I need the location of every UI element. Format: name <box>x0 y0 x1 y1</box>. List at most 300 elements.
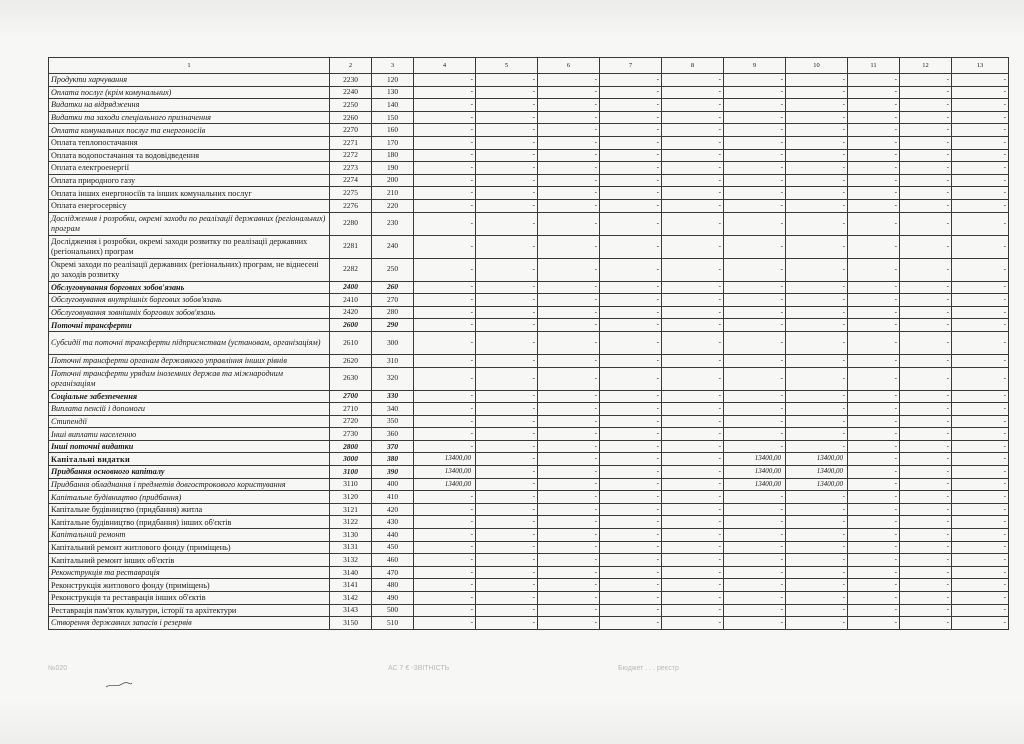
kekv-code: 2272 <box>330 149 372 162</box>
value-cell-col13: - <box>952 99 1009 112</box>
value-cell-col11: - <box>848 306 900 319</box>
kekv-code: 3140 <box>330 566 372 579</box>
footer-software-mark: АС 7 € -ЗВІТНІСТЬ <box>388 665 450 672</box>
line-code: 150 <box>372 111 414 124</box>
value-cell-col13: - <box>952 162 1009 175</box>
value-cell-col5: - <box>476 199 538 212</box>
value-cell-col13: - <box>952 579 1009 592</box>
line-code: 160 <box>372 124 414 137</box>
value-cell-col13: - <box>952 74 1009 87</box>
value-cell-col4: - <box>414 354 476 367</box>
kekv-code: 2273 <box>330 162 372 175</box>
table-row <box>49 235 1009 258</box>
column-header-2: 2 <box>330 58 372 74</box>
line-code: 120 <box>372 74 414 87</box>
value-cell-col12: - <box>900 74 952 87</box>
value-cell-col8: - <box>662 440 724 453</box>
value-cell-col5: - <box>476 354 538 367</box>
row-label: Реконструкція та реставрація інших об'єктів <box>49 592 330 605</box>
value-cell-col8: - <box>662 99 724 112</box>
value-cell-col10: - <box>786 541 848 554</box>
value-cell-col10: - <box>786 162 848 175</box>
value-cell-col6: - <box>538 319 600 332</box>
line-code: 300 <box>372 331 414 354</box>
value-cell-col9: - <box>724 529 786 542</box>
value-cell-col4: - <box>414 86 476 99</box>
value-cell-col8: - <box>662 529 724 542</box>
table-row <box>49 111 1009 124</box>
value-cell-col6: - <box>538 566 600 579</box>
value-cell-col7: - <box>600 453 662 466</box>
value-cell-col5: - <box>476 503 538 516</box>
budget-sheet <box>48 57 1008 630</box>
value-cell-col5: - <box>476 86 538 99</box>
line-code: 130 <box>372 86 414 99</box>
value-cell-col5: - <box>476 187 538 200</box>
value-cell-col6: - <box>538 124 600 137</box>
value-cell-col4: - <box>414 136 476 149</box>
value-cell-col5: - <box>476 440 538 453</box>
value-cell-col7: - <box>600 541 662 554</box>
table-row <box>49 258 1009 281</box>
value-cell-col9: - <box>724 319 786 332</box>
value-cell-col5: - <box>476 136 538 149</box>
value-cell-col9: - <box>724 491 786 504</box>
value-cell-col13: - <box>952 124 1009 137</box>
row-label: Стипендії <box>49 415 330 428</box>
value-cell-col5: - <box>476 149 538 162</box>
value-cell-col7: - <box>600 331 662 354</box>
line-code: 470 <box>372 566 414 579</box>
value-cell-col7: - <box>600 319 662 332</box>
value-cell-col8: - <box>662 235 724 258</box>
value-cell-col12: - <box>900 415 952 428</box>
row-label: Дослідження і розробки, окремі заходи розвитку по реалізації державних (регіональних) програм <box>49 235 330 258</box>
value-cell-col7: - <box>600 554 662 567</box>
value-cell-col7: - <box>600 491 662 504</box>
value-cell-col4: - <box>414 491 476 504</box>
value-cell-col11: - <box>848 162 900 175</box>
value-cell-col7: - <box>600 440 662 453</box>
value-cell-col10: - <box>786 604 848 617</box>
value-cell-col10: - <box>786 99 848 112</box>
value-cell-col12: - <box>900 258 952 281</box>
value-cell-col11: - <box>848 516 900 529</box>
value-cell-col7: - <box>600 516 662 529</box>
table-row <box>49 74 1009 87</box>
value-cell-col8: - <box>662 136 724 149</box>
value-cell-col10: - <box>786 390 848 403</box>
value-cell-col13: - <box>952 258 1009 281</box>
row-label: Оплата водопостачання та водовідведення <box>49 149 330 162</box>
value-cell-col8: - <box>662 453 724 466</box>
value-cell-col6: - <box>538 111 600 124</box>
kekv-code: 2800 <box>330 440 372 453</box>
kekv-code: 2282 <box>330 258 372 281</box>
value-cell-col8: - <box>662 491 724 504</box>
value-cell-col10: - <box>786 294 848 307</box>
value-cell-col11: - <box>848 554 900 567</box>
value-cell-col7: - <box>600 390 662 403</box>
line-code: 220 <box>372 199 414 212</box>
value-cell-col13: - <box>952 86 1009 99</box>
line-code: 140 <box>372 99 414 112</box>
value-cell-col4: - <box>414 503 476 516</box>
value-cell-col13: - <box>952 331 1009 354</box>
value-cell-col9: - <box>724 136 786 149</box>
value-cell-col4: - <box>414 403 476 416</box>
value-cell-col10: - <box>786 440 848 453</box>
value-cell-col10: - <box>786 86 848 99</box>
value-cell-col11: - <box>848 281 900 294</box>
value-cell-col4: - <box>414 390 476 403</box>
value-cell-col10: - <box>786 566 848 579</box>
value-cell-col4: - <box>414 199 476 212</box>
value-cell-col6: - <box>538 306 600 319</box>
value-cell-col5: - <box>476 478 538 491</box>
table-row <box>49 319 1009 332</box>
value-cell-col5: - <box>476 541 538 554</box>
kekv-code: 2710 <box>330 403 372 416</box>
value-cell-col12: - <box>900 149 952 162</box>
line-code: 210 <box>372 187 414 200</box>
value-cell-col9: - <box>724 306 786 319</box>
value-cell-col5: - <box>476 466 538 479</box>
table-row <box>49 592 1009 605</box>
value-cell-col7: - <box>600 187 662 200</box>
value-cell-col4: - <box>414 111 476 124</box>
line-code: 260 <box>372 281 414 294</box>
value-cell-col8: - <box>662 592 724 605</box>
table-row <box>49 491 1009 504</box>
value-cell-col6: - <box>538 354 600 367</box>
kekv-code: 3141 <box>330 579 372 592</box>
column-number-row <box>49 58 1009 74</box>
value-cell-col13: - <box>952 294 1009 307</box>
value-cell-col13: - <box>952 111 1009 124</box>
value-cell-col7: - <box>600 212 662 235</box>
line-code: 170 <box>372 136 414 149</box>
line-code: 310 <box>372 354 414 367</box>
value-cell-col8: - <box>662 306 724 319</box>
value-cell-col10: - <box>786 187 848 200</box>
kekv-code: 2280 <box>330 212 372 235</box>
value-cell-col5: - <box>476 99 538 112</box>
table-row <box>49 212 1009 235</box>
table-row <box>49 529 1009 542</box>
row-label: Соціальне забезпечення <box>49 390 330 403</box>
value-cell-col13: - <box>952 199 1009 212</box>
value-cell-col8: - <box>662 503 724 516</box>
value-cell-col6: - <box>538 149 600 162</box>
value-cell-col8: - <box>662 174 724 187</box>
column-header-9: 9 <box>724 58 786 74</box>
value-cell-col12: - <box>900 162 952 175</box>
column-header-12: 12 <box>900 58 952 74</box>
value-cell-col4: - <box>414 124 476 137</box>
table-body <box>49 74 1009 630</box>
line-code: 450 <box>372 541 414 554</box>
line-code: 320 <box>372 367 414 390</box>
value-cell-col8: - <box>662 149 724 162</box>
row-label: Оплата енергосервісу <box>49 199 330 212</box>
line-code: 360 <box>372 428 414 441</box>
value-cell-col13: - <box>952 306 1009 319</box>
value-cell-col9: - <box>724 99 786 112</box>
line-code: 430 <box>372 516 414 529</box>
table-row <box>49 187 1009 200</box>
value-cell-col9: - <box>724 212 786 235</box>
value-cell-col5: - <box>476 306 538 319</box>
value-cell-col4: - <box>414 554 476 567</box>
table-row <box>49 466 1009 479</box>
value-cell-col6: - <box>538 453 600 466</box>
kekv-code: 3150 <box>330 617 372 630</box>
value-cell-col13: - <box>952 428 1009 441</box>
value-cell-col5: - <box>476 331 538 354</box>
value-cell-col4: - <box>414 541 476 554</box>
value-cell-col11: - <box>848 235 900 258</box>
row-label: Інші поточні видатки <box>49 440 330 453</box>
line-code: 330 <box>372 390 414 403</box>
value-cell-col9: - <box>724 579 786 592</box>
value-cell-col4: - <box>414 294 476 307</box>
value-cell-col10: - <box>786 529 848 542</box>
value-cell-col11: - <box>848 99 900 112</box>
table-row <box>49 579 1009 592</box>
value-cell-col10: 13400,00 <box>786 466 848 479</box>
line-code: 420 <box>372 503 414 516</box>
value-cell-col13: - <box>952 354 1009 367</box>
value-cell-col13: - <box>952 466 1009 479</box>
value-cell-col13: - <box>952 604 1009 617</box>
kekv-code: 2700 <box>330 390 372 403</box>
value-cell-col7: - <box>600 124 662 137</box>
value-cell-col10: - <box>786 367 848 390</box>
value-cell-col9: - <box>724 187 786 200</box>
kekv-code: 2240 <box>330 86 372 99</box>
value-cell-col9: - <box>724 390 786 403</box>
value-cell-col10: - <box>786 136 848 149</box>
row-label: Створення державних запасів і резервів <box>49 617 330 630</box>
value-cell-col9: 13400,00 <box>724 478 786 491</box>
value-cell-col11: - <box>848 541 900 554</box>
value-cell-col13: - <box>952 617 1009 630</box>
value-cell-col12: - <box>900 199 952 212</box>
row-label: Продукти харчування <box>49 74 330 87</box>
value-cell-col5: - <box>476 235 538 258</box>
value-cell-col12: - <box>900 554 952 567</box>
value-cell-col6: - <box>538 503 600 516</box>
value-cell-col13: - <box>952 592 1009 605</box>
value-cell-col4: - <box>414 440 476 453</box>
value-cell-col4: - <box>414 529 476 542</box>
table-row <box>49 604 1009 617</box>
kekv-code: 3120 <box>330 491 372 504</box>
value-cell-col6: - <box>538 491 600 504</box>
value-cell-col9: 13400,00 <box>724 466 786 479</box>
value-cell-col5: - <box>476 74 538 87</box>
value-cell-col11: - <box>848 199 900 212</box>
value-cell-col6: - <box>538 99 600 112</box>
line-code: 370 <box>372 440 414 453</box>
kekv-code: 2730 <box>330 428 372 441</box>
value-cell-col8: - <box>662 554 724 567</box>
value-cell-col9: - <box>724 74 786 87</box>
line-code: 200 <box>372 174 414 187</box>
value-cell-col5: - <box>476 617 538 630</box>
value-cell-col11: - <box>848 174 900 187</box>
value-cell-col11: - <box>848 453 900 466</box>
value-cell-col12: - <box>900 124 952 137</box>
value-cell-col11: - <box>848 367 900 390</box>
value-cell-col12: - <box>900 478 952 491</box>
value-cell-col4: - <box>414 258 476 281</box>
value-cell-col6: - <box>538 604 600 617</box>
column-header-4: 4 <box>414 58 476 74</box>
line-code: 460 <box>372 554 414 567</box>
value-cell-col11: - <box>848 466 900 479</box>
table-row <box>49 440 1009 453</box>
row-label: Капітальний ремонт інших об'єктів <box>49 554 330 567</box>
value-cell-col4: - <box>414 149 476 162</box>
table-row <box>49 403 1009 416</box>
column-header-8: 8 <box>662 58 724 74</box>
value-cell-col12: - <box>900 440 952 453</box>
value-cell-col12: - <box>900 592 952 605</box>
value-cell-col6: - <box>538 478 600 491</box>
value-cell-col7: - <box>600 74 662 87</box>
value-cell-col11: - <box>848 111 900 124</box>
footer-register-mark: Бюджет . . . реєстр <box>618 665 679 672</box>
line-code: 280 <box>372 306 414 319</box>
kekv-code: 3132 <box>330 554 372 567</box>
value-cell-col7: - <box>600 617 662 630</box>
value-cell-col5: - <box>476 212 538 235</box>
line-code: 440 <box>372 529 414 542</box>
value-cell-col9: - <box>724 617 786 630</box>
value-cell-col8: - <box>662 403 724 416</box>
value-cell-col8: - <box>662 428 724 441</box>
value-cell-col4: 13400,00 <box>414 453 476 466</box>
value-cell-col7: - <box>600 354 662 367</box>
value-cell-col12: - <box>900 604 952 617</box>
column-header-7: 7 <box>600 58 662 74</box>
value-cell-col10: - <box>786 258 848 281</box>
table-row <box>49 516 1009 529</box>
kekv-code: 2274 <box>330 174 372 187</box>
column-header-3: 3 <box>372 58 414 74</box>
value-cell-col8: - <box>662 258 724 281</box>
value-cell-col12: - <box>900 579 952 592</box>
value-cell-col4: - <box>414 74 476 87</box>
value-cell-col12: - <box>900 390 952 403</box>
column-header-5: 5 <box>476 58 538 74</box>
value-cell-col13: - <box>952 149 1009 162</box>
expenditure-table <box>48 57 1009 630</box>
kekv-code: 2230 <box>330 74 372 87</box>
value-cell-col9: - <box>724 235 786 258</box>
row-label: Оплата інших енергоносіїв та інших комунальних послуг <box>49 187 330 200</box>
value-cell-col7: - <box>600 478 662 491</box>
value-cell-col10: - <box>786 554 848 567</box>
value-cell-col8: - <box>662 294 724 307</box>
value-cell-col11: - <box>848 354 900 367</box>
value-cell-col10: - <box>786 617 848 630</box>
kekv-code: 2610 <box>330 331 372 354</box>
row-label: Капітальне будівництво (придбання) житла <box>49 503 330 516</box>
pen-mark-icon <box>104 680 134 690</box>
kekv-code: 2620 <box>330 354 372 367</box>
value-cell-col7: - <box>600 367 662 390</box>
table-row <box>49 354 1009 367</box>
value-cell-col9: - <box>724 331 786 354</box>
value-cell-col10: - <box>786 199 848 212</box>
value-cell-col5: - <box>476 124 538 137</box>
value-cell-col5: - <box>476 258 538 281</box>
value-cell-col8: - <box>662 367 724 390</box>
value-cell-col12: - <box>900 187 952 200</box>
value-cell-col12: - <box>900 541 952 554</box>
table-row <box>49 306 1009 319</box>
value-cell-col4: - <box>414 235 476 258</box>
value-cell-col10: - <box>786 516 848 529</box>
value-cell-col10: 13400,00 <box>786 478 848 491</box>
value-cell-col6: - <box>538 294 600 307</box>
value-cell-col5: - <box>476 453 538 466</box>
value-cell-col7: - <box>600 86 662 99</box>
line-code: 230 <box>372 212 414 235</box>
value-cell-col9: - <box>724 592 786 605</box>
value-cell-col11: - <box>848 319 900 332</box>
value-cell-col10: - <box>786 235 848 258</box>
value-cell-col12: - <box>900 466 952 479</box>
value-cell-col4: - <box>414 604 476 617</box>
row-label: Окремі заходи по реалізації державних (регіональних) програм, не віднесені до заходів розвитку <box>49 258 330 281</box>
value-cell-col12: - <box>900 617 952 630</box>
value-cell-col8: - <box>662 579 724 592</box>
row-label: Реконструкція та реставрація <box>49 566 330 579</box>
value-cell-col6: - <box>538 367 600 390</box>
kekv-code: 2270 <box>330 124 372 137</box>
value-cell-col9: - <box>724 415 786 428</box>
kekv-code: 3122 <box>330 516 372 529</box>
value-cell-col6: - <box>538 74 600 87</box>
value-cell-col7: - <box>600 174 662 187</box>
value-cell-col6: - <box>538 281 600 294</box>
value-cell-col6: - <box>538 440 600 453</box>
value-cell-col10: - <box>786 331 848 354</box>
value-cell-col12: - <box>900 566 952 579</box>
value-cell-col4: - <box>414 428 476 441</box>
value-cell-col10: - <box>786 174 848 187</box>
value-cell-col10: - <box>786 354 848 367</box>
value-cell-col4: 13400,00 <box>414 466 476 479</box>
value-cell-col8: - <box>662 604 724 617</box>
value-cell-col6: - <box>538 86 600 99</box>
value-cell-col10: - <box>786 491 848 504</box>
value-cell-col5: - <box>476 111 538 124</box>
kekv-code: 3000 <box>330 453 372 466</box>
value-cell-col11: - <box>848 503 900 516</box>
value-cell-col12: - <box>900 516 952 529</box>
value-cell-col6: - <box>538 579 600 592</box>
table-row <box>49 367 1009 390</box>
row-label: Оплата природного газу <box>49 174 330 187</box>
value-cell-col6: - <box>538 415 600 428</box>
row-label: Дослідження і розробки, окремі заходи по реалізації державних (регіональних) програм <box>49 212 330 235</box>
line-code: 410 <box>372 491 414 504</box>
